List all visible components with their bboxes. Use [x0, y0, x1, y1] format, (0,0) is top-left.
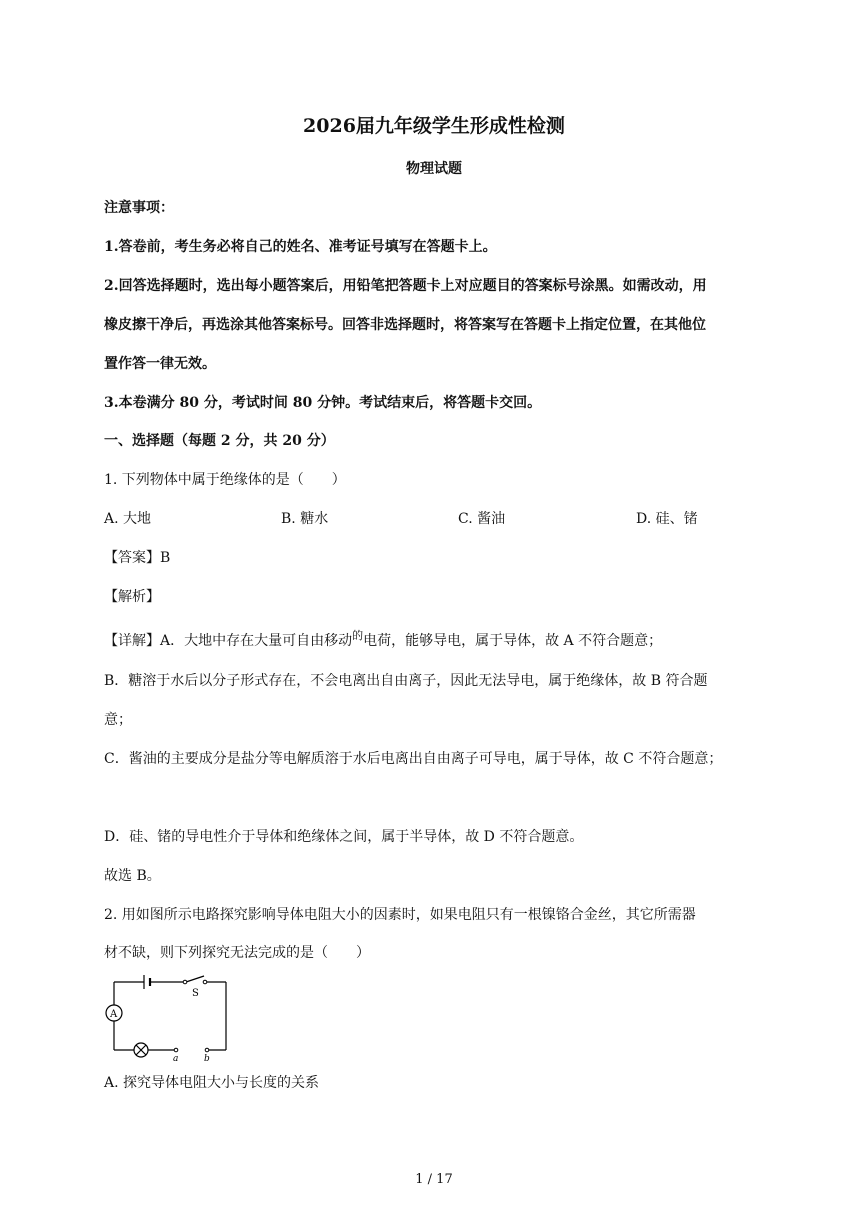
q1-answer: 【答案】B: [104, 550, 171, 566]
notice-item-2-line-3: 置作答一律无效。: [104, 356, 216, 372]
switch-lever: [186, 976, 204, 982]
notice-item-2-line-2: 橡皮擦干净后，再选涂其他答案标号。回答非选择题时，将答案写在答题卡上指定位置，在其他位: [104, 317, 706, 333]
q2-option-a: A. 探究导体电阻大小与长度的关系: [104, 1075, 320, 1091]
notice-item-1: 1.答卷前，考生务必将自己的姓名、准考证号填写在答题卡上。: [104, 239, 497, 255]
notice-item-2-line-1: 2.回答选择题时，选出每小题答案后，用铅笔把答题卡上对应题目的答案标号涂黑。如需改动，用: [104, 278, 707, 294]
terminal-b: [205, 1048, 209, 1052]
page-subtitle: 物理试题: [406, 161, 462, 177]
circuit-diagram: [100, 970, 236, 1062]
q1-option-b: B. 糖水: [281, 511, 329, 527]
q2-stem-line-2: 材不缺，则下列探究无法完成的是（ ）: [104, 945, 370, 961]
q1-detail-a-sup: 的: [352, 629, 364, 642]
page-title: 2026届九年级学生形成性检测: [303, 115, 565, 137]
q1-detail-b-line-2: 意；: [104, 712, 132, 728]
q1-detail-a: [104, 631, 662, 652]
notice-item-3: 3.本卷满分 80 分，考试时间 80 分钟。考试结束后，将答题卡交回。: [104, 395, 542, 411]
point-b-label: b: [204, 1054, 210, 1062]
q1-detail-d: D．硅、锗的导电性介于导体和绝缘体之间，属于半导体，故 D 不符合题意。: [104, 829, 584, 845]
q1-analysis-label: 【解析】: [104, 589, 160, 605]
q1-detail-b-line-1: B．糖溶于水后以分子形式存在，不会电离出自由离子，因此无法导电，属于绝缘体，故 B 符合题: [104, 673, 708, 689]
q1-option-a: A. 大地: [104, 511, 152, 527]
page-number: 1 / 17: [415, 1172, 453, 1187]
terminal-a: [174, 1048, 178, 1052]
q1-option-d: D. 硅、锗: [636, 511, 698, 527]
point-a-label: a: [173, 1054, 179, 1062]
q1-stem: 1. 下列物体中属于绝缘体的是（ ）: [104, 472, 346, 488]
switch-label: S: [192, 988, 199, 999]
q1-conclusion: 故选 B。: [104, 868, 161, 884]
q1-detail-c: C．酱油的主要成分是盐分等电解质溶于水后电离出自由离子可导电，属于导体，故 C 不符合题意；: [104, 751, 723, 767]
q1-detail-a-post: 电荷，能够导电，属于导体，故 A 不符合题意；: [363, 633, 663, 649]
notice-heading: 注意事项：: [104, 200, 174, 216]
q1-option-c: C. 酱油: [458, 511, 506, 527]
q2-stem-line-1: 2. 用如图所示电路探究影响导体电阻大小的因素时，如果电阻只有一根镍铬合金丝，其它所需器: [104, 907, 696, 923]
section-1-heading: 一、选择题（每题 2 分，共 20 分）: [104, 433, 335, 449]
ammeter-label: A: [110, 1009, 118, 1020]
q1-detail-a-pre: 【详解】A．大地中存在大量可自由移动: [104, 633, 353, 649]
